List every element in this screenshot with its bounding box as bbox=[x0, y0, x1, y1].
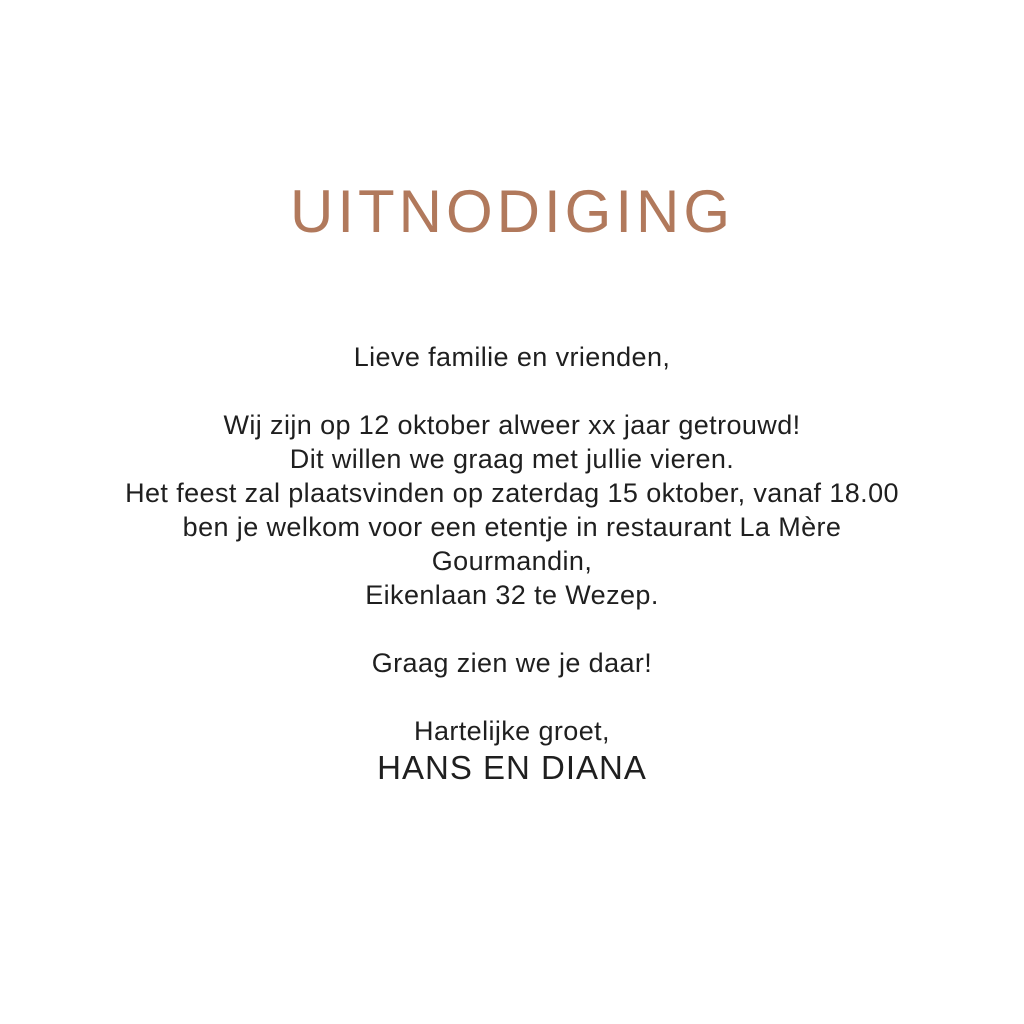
invitation-body bbox=[0, 340, 1024, 788]
body-line: Eikenlaan 32 te Wezep. bbox=[365, 580, 659, 610]
body-line: Gourmandin, bbox=[431, 546, 593, 576]
body-line: Wij zijn op 12 oktober alweer xx jaar getrouwd! bbox=[223, 410, 801, 440]
names-line: HANS EN DIANA bbox=[377, 749, 647, 786]
closing-line: Graag zien we je daar! bbox=[371, 648, 653, 678]
signoff-line: Hartelijke groet, bbox=[414, 716, 610, 746]
invitation-title: UITNODIGING bbox=[290, 178, 734, 245]
greeting-line: Lieve familie en vrienden, bbox=[353, 342, 671, 372]
body-line: Het feest zal plaatsvinden op zaterdag 15 oktober, vanaf 18.00 bbox=[125, 478, 899, 508]
body-line: ben je welkom voor een etentje in restaurant La Mère bbox=[182, 512, 842, 542]
body-line: Dit willen we graag met jullie vieren. bbox=[289, 444, 735, 474]
